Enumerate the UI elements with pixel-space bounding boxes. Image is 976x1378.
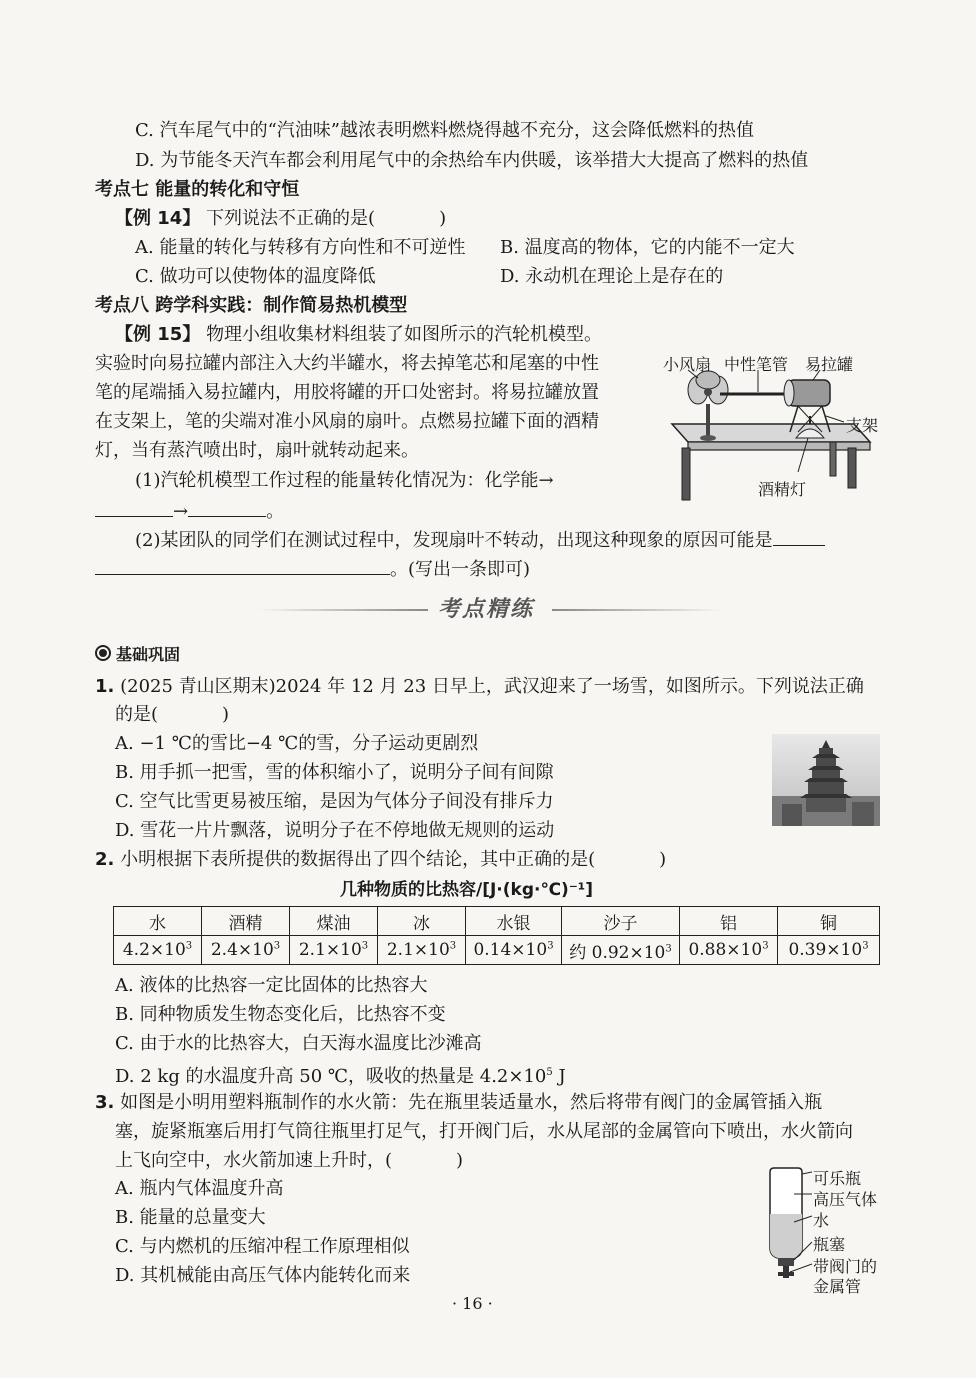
table-header-cell: 水银 [466,907,562,936]
table-header-cell: 水 [114,907,202,936]
question-1-option-c: C. 空气比雪更易被压缩，是因为气体分子间没有排斥力 [115,791,554,812]
prev-option-c: C. 汽车尾气中的“汽油味”越浓表明燃料燃烧得越不充分，这会降低燃料的热值 [135,120,754,141]
rocket-label-gas: 高压气体 [813,1190,878,1209]
question-3-option-a: A. 瓶内气体温度升高 [115,1178,284,1199]
question-1-line1: (2025 青山区期末)2024 年 12 月 23 日早上，武汉迎来了一场雪，如图所示。下列说法正确 [120,676,864,697]
paren-close: ) [222,704,230,725]
example-15-line5: 灯，当有蒸汽喷出时，扇叶就转动起来。 [95,440,419,461]
prev-option-d: D. 为节能冬天汽车都会利用尾气中的余热给车内供暖，该举措大大提高了燃料的热值 [135,150,809,171]
table-value-cell: $0.14\times 10^3$ [466,936,562,965]
question-3-option-d: D. 其机械能由高压气体内能转化而来 [115,1265,411,1286]
section-heading-7: 考点七 能量的转化和守恒 [95,179,300,200]
table-value-cell: $0.39\times 10^3$ [778,936,880,965]
table-header-cell: 冰 [378,907,466,936]
page-number: · 16 · [452,1294,493,1313]
question-3-line3 [115,1149,463,1173]
question-2-option-d-text: D. 2 kg 的水温度升高 50 ℃，吸收的热量是 4.2×10 [115,1066,547,1087]
answer-blank[interactable] [95,556,390,575]
example-14-tag: 【例 14】 [115,208,201,229]
example-14-option-d: D. 永动机在理论上是存在的 [500,266,724,287]
table-header-cell: 铜 [778,907,880,936]
question-2 [95,848,666,872]
example-14-option-c: C. 做功可以使物体的温度降低 [135,266,376,287]
table-header-row [114,907,880,936]
example-15-q2-cont [95,556,530,582]
fig-label-fan: 小风扇 [663,355,712,374]
question-2-option-a: A. 液体的比热容一定比固体的比热容大 [115,975,428,996]
table-header-cell: 酒精 [202,907,290,936]
question-1-option-b: B. 用手抓一把雪，雪的体积缩小了，说明分子间有间隙 [115,762,554,783]
period: 。 [266,501,285,522]
table-header-cell: 煤油 [290,907,378,936]
question-2-option-d [115,1061,566,1089]
rocket-label-stopper: 瓶塞 [813,1235,846,1254]
example-15-q1-blanks [95,498,284,524]
example-15-q2-end: 。(写出一条即可) [390,559,531,580]
example-14-option-b: B. 温度高的物体，它的内能不一定大 [500,237,795,258]
paren-close: ) [456,1150,464,1171]
exponent: 5 [546,1067,553,1078]
paren-close: ) [439,208,447,229]
specific-heat-table [113,906,880,965]
example-15-line2: 实验时向易拉罐内部注入大约半罐水，将去掉笔芯和尾塞的中性 [95,353,599,374]
question-2-number: 2. [95,849,115,870]
table-value-row [114,936,880,965]
example-15-intro [115,323,602,347]
question-2-line1: 小明根据下表所提供的数据得出了四个结论，其中正确的是( [120,849,596,870]
question-3-option-b: B. 能量的总量变大 [115,1207,266,1228]
question-3-line3-text: 上飞向空中，水火箭加速上升时，( [115,1150,393,1171]
example-15-tag: 【例 15】 [115,324,201,345]
example-15-line4: 在支架上，笔的尖端对准小风扇的扇叶。点燃易拉罐下面的酒精 [95,411,599,432]
arrow-text: → [173,501,189,522]
water-rocket-figure [760,1166,820,1286]
rocket-label-tube-2: 金属管 [813,1277,862,1296]
table-value-cell: $2.1\times 10^3$ [378,936,466,965]
rocket-label-water: 水 [813,1211,830,1230]
example-15-line1: 物理小组收集材料组装了如图所示的汽轮机模型。 [206,324,603,345]
answer-blank[interactable] [188,498,266,517]
answer-blank[interactable] [95,498,173,517]
table-header-cell: 沙子 [562,907,680,936]
example-15-line3: 笔的尾端插入易拉罐内，用胶将罐的开口处密封。将易拉罐放置 [95,382,599,403]
example-14-question [115,207,446,231]
banner-title: 考点精练 [438,597,535,622]
example-14-option-a: A. 能量的转化与转移有方向性和不可逆性 [135,237,466,258]
question-1-line2 [115,703,229,727]
question-2-option-b: B. 同种物质发生物态变化后，比热容不变 [115,1004,446,1025]
question-1-number: 1. [95,676,115,697]
table-header-cell: 铝 [680,907,778,936]
question-3-number: 3. [95,1092,115,1113]
banner-rule-right [552,609,722,611]
rocket-label-bottle: 可乐瓶 [813,1169,862,1188]
question-1 [95,675,864,699]
section-heading-8: 考点八 跨学科实践：制作简易热机模型 [95,295,408,316]
table-value-cell: $2.4\times 10^3$ [202,936,290,965]
example-15-q1: (1)汽轮机模型工作过程的能量转化情况为：化学能→ [135,470,554,491]
question-1-line2-text: 的是( [115,704,159,725]
example-15-q2 [135,527,825,553]
table-title: 几种物质的比热容/[J·(kg·℃)⁻¹] [340,880,594,900]
section-label: 基础巩固 [116,645,181,664]
question-1-option-d: D. 雪花一片片飘落，说明分子在不停地做无规则的运动 [115,820,555,841]
table-value-cell: $4.2\times 10^3$ [114,936,202,965]
answer-blank[interactable] [773,527,825,546]
table-value-cell: $0.88\times 10^3$ [680,936,778,965]
fig-label-stand: 支架 [846,416,879,435]
rocket-label-tube-1: 带阀门的 [813,1257,878,1276]
fig-label-can: 易拉罐 [805,355,854,374]
example-14-text: 下列说法不正确的是( [206,208,376,229]
section-bullet-icon [95,645,111,661]
banner-rule-left [258,609,428,611]
fig-label-pen: 中性笔管 [724,355,789,374]
unit: J [552,1066,566,1087]
paren-close: ) [659,849,667,870]
example-15-q2-text: (2)某团队的同学们在测试过程中，发现扇叶不转动，出现这种现象的原因可能是 [135,530,773,551]
question-3 [95,1091,822,1115]
fig-label-lamp: 酒精灯 [758,480,807,499]
question-3-line2: 塞，旋紧瓶塞后用打气筒往瓶里打足气，打开阀门后，水从尾部的金属管向下喷出，水火箭向 [115,1121,853,1142]
question-2-option-c: C. 由于水的比热容大，白天海水温度比沙滩高 [115,1033,482,1054]
question-1-option-a: A. −1 ℃的雪比−4 ℃的雪，分子运动更剧烈 [115,733,479,754]
question-3-line1: 如图是小明用塑料瓶制作的水火箭：先在瓶里装适量水，然后将带有阀门的金属管插入瓶 [120,1092,823,1113]
question-3-option-c: C. 与内燃机的压缩冲程工作原理相似 [115,1236,410,1257]
table-value-cell: 约 $0.92\times 10^3$ [562,936,680,965]
snow-tower-photo [772,734,880,826]
table-value-cell: $2.1\times 10^3$ [290,936,378,965]
